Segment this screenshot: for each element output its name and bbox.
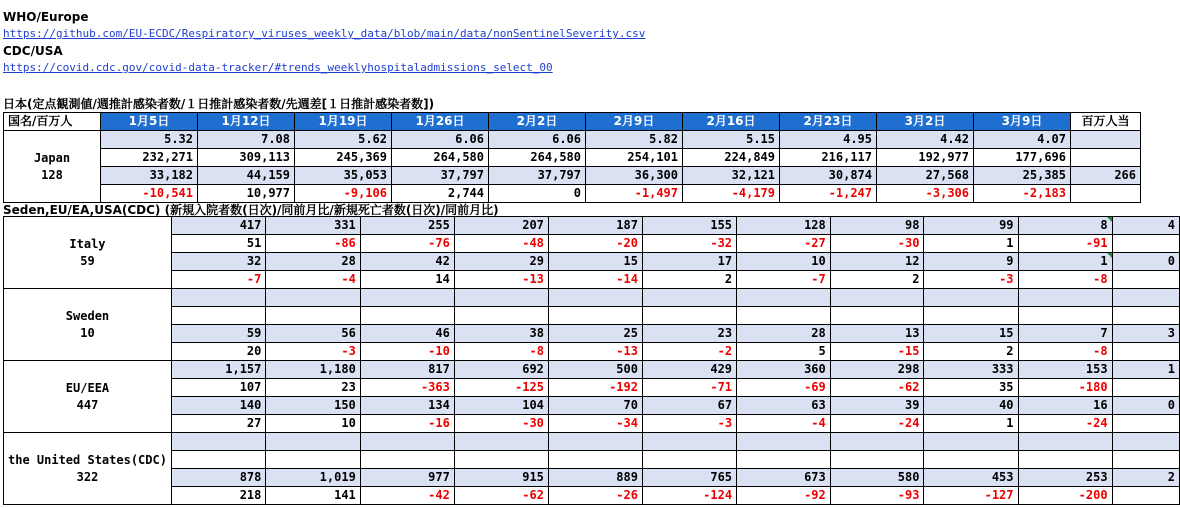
column-header-date: 2月2日 (489, 113, 586, 131)
table-cell: 187 (548, 217, 642, 235)
europe-usa-section-title: Seden,EU/EA,USA(CDC) (新規入院者数(日次)/同前月比/新規死亡者数(日次)/同前月比) (3, 203, 499, 217)
country-cell (4, 217, 172, 289)
country-cell (4, 131, 101, 203)
table-cell: -24 (830, 415, 924, 433)
table-cell: -30 (830, 235, 924, 253)
table-cell: 0 (1112, 397, 1179, 415)
table-row (4, 361, 1180, 379)
table-cell (830, 433, 924, 451)
table-cell: 264,580 (392, 149, 489, 167)
table-cell: 33,182 (101, 167, 198, 185)
table-row (4, 217, 1180, 235)
table-cell: -92 (737, 487, 831, 505)
table-cell: 1 (1112, 361, 1179, 379)
table-cell (548, 451, 642, 469)
table-cell (266, 289, 360, 307)
table-cell: 8 (1018, 217, 1112, 235)
table-row (4, 149, 1141, 167)
table-cell: -14 (548, 271, 642, 289)
table-cell: 5.62 (295, 131, 392, 149)
table-cell: 56 (266, 325, 360, 343)
table-cell (360, 433, 454, 451)
table-cell: 7 (1018, 325, 1112, 343)
table-cell (266, 433, 360, 451)
table-cell: 5.82 (586, 131, 683, 149)
table-cell: 37,797 (392, 167, 489, 185)
table-row (4, 433, 1180, 451)
column-header-date: 2月9日 (586, 113, 683, 131)
table-cell (1071, 149, 1141, 167)
table-cell: 5 (737, 343, 831, 361)
table-cell: 232,271 (101, 149, 198, 167)
table-cell: 35,053 (295, 167, 392, 185)
table-cell: -13 (548, 343, 642, 361)
table-cell: 15 (548, 253, 642, 271)
country-name: Italy (69, 236, 106, 251)
table-cell: 0 (489, 185, 586, 203)
table-cell (830, 289, 924, 307)
table-cell: 224,849 (683, 149, 780, 167)
table-cell: -8 (454, 343, 548, 361)
table-cell: 245,369 (295, 149, 392, 167)
table-cell: 331 (266, 217, 360, 235)
table-cell: 27,568 (877, 167, 974, 185)
table-cell: 4 (1112, 217, 1179, 235)
table-cell: -2 (642, 343, 736, 361)
table-cell (454, 451, 548, 469)
table-cell (454, 307, 548, 325)
table-cell: 35 (924, 379, 1018, 397)
table-cell: 977 (360, 469, 454, 487)
table-row (4, 487, 1180, 505)
table-cell: 23 (642, 325, 736, 343)
table-cell (1018, 433, 1112, 451)
table-cell: 266 (1071, 167, 1141, 185)
table-cell: 298 (830, 361, 924, 379)
table-cell: 128 (737, 217, 831, 235)
table-cell: 14 (360, 271, 454, 289)
table-row (4, 451, 1180, 469)
table-cell: 360 (737, 361, 831, 379)
table-cell: 140 (171, 397, 265, 415)
table-cell: 207 (454, 217, 548, 235)
table-cell: -1,497 (586, 185, 683, 203)
table-cell (1112, 271, 1179, 289)
table-cell: -48 (454, 235, 548, 253)
country-name: Sweden (65, 308, 110, 323)
table-cell: 255 (360, 217, 454, 235)
table-row (4, 271, 1180, 289)
table-cell: 10 (737, 253, 831, 271)
table-cell: -93 (830, 487, 924, 505)
table-row (4, 289, 1180, 307)
table-cell: 25 (548, 325, 642, 343)
table-cell (1112, 415, 1179, 433)
table-cell: 192,977 (877, 149, 974, 167)
table-cell: 254,101 (586, 149, 683, 167)
table-cell: 2,744 (392, 185, 489, 203)
table-cell: 1 (924, 415, 1018, 433)
table-cell (171, 451, 265, 469)
japan-section-title: 日本(定点観測値/週推計感染者数/１日推計感染者数/先週差[１日推計感染者数]) (3, 97, 435, 111)
table-cell: 580 (830, 469, 924, 487)
table-cell: -86 (266, 235, 360, 253)
table-cell: 30,874 (780, 167, 877, 185)
country-population: 59 (80, 253, 95, 268)
table-cell: 63 (737, 397, 831, 415)
table-cell (737, 289, 831, 307)
table-cell: -34 (548, 415, 642, 433)
table-cell: -30 (454, 415, 548, 433)
table-cell (548, 433, 642, 451)
table-cell: 59 (171, 325, 265, 343)
table-cell: -10 (360, 343, 454, 361)
table-cell (171, 307, 265, 325)
table-cell: 40 (924, 397, 1018, 415)
header-row (4, 113, 1141, 131)
table-row (4, 185, 1141, 203)
table-cell: -200 (1018, 487, 1112, 505)
table-cell (360, 307, 454, 325)
japan-table (3, 112, 1141, 203)
table-cell: -4 (737, 415, 831, 433)
table-cell: 28 (737, 325, 831, 343)
table-cell: 141 (266, 487, 360, 505)
table-cell: 0 (1112, 253, 1179, 271)
country-cell (4, 289, 172, 361)
table-cell (266, 307, 360, 325)
country-cell (4, 361, 172, 433)
table-cell: 1 (924, 235, 1018, 253)
table-cell: 218 (171, 487, 265, 505)
table-cell: 889 (548, 469, 642, 487)
table-cell: 2 (830, 271, 924, 289)
table-cell: 6.06 (489, 131, 586, 149)
europe-usa-table (3, 216, 1180, 505)
source-link-cdc[interactable]: https://covid.cdc.gov/covid-data-tracker/#trends_weeklyhospitaladmissions_select_00 (3, 61, 553, 74)
table-cell: -20 (548, 235, 642, 253)
table-cell: -3,306 (877, 185, 974, 203)
table-cell: 264,580 (489, 149, 586, 167)
column-header-date: 1月26日 (392, 113, 489, 131)
country-population: 10 (80, 325, 95, 340)
table-cell (1071, 131, 1141, 149)
table-cell (548, 289, 642, 307)
table-cell (171, 289, 265, 307)
table-cell: -62 (454, 487, 548, 505)
table-cell: 5.15 (683, 131, 780, 149)
table-row (4, 343, 1180, 361)
column-header-per-million: 百万人当 (1071, 113, 1141, 131)
table-cell: 155 (642, 217, 736, 235)
table-cell: 216,117 (780, 149, 877, 167)
country-name: the United States(CDC) (8, 452, 167, 467)
table-cell: 32 (171, 253, 265, 271)
table-cell: 70 (548, 397, 642, 415)
table-cell (924, 433, 1018, 451)
table-cell (830, 307, 924, 325)
table-cell: 673 (737, 469, 831, 487)
table-cell (1112, 433, 1179, 451)
table-cell: -8 (1018, 271, 1112, 289)
table-cell (1112, 379, 1179, 397)
table-cell (454, 433, 548, 451)
table-cell: 27 (171, 415, 265, 433)
table-cell: 42 (360, 253, 454, 271)
table-cell (360, 451, 454, 469)
table-cell: 17 (642, 253, 736, 271)
table-cell: 4.07 (974, 131, 1071, 149)
table-cell (1112, 307, 1179, 325)
table-cell: 67 (642, 397, 736, 415)
table-cell: -2,183 (974, 185, 1071, 203)
table-cell: -3 (924, 271, 1018, 289)
table-cell: 32,121 (683, 167, 780, 185)
table-cell (1112, 289, 1179, 307)
table-cell: 99 (924, 217, 1018, 235)
table-cell: -76 (360, 235, 454, 253)
table-cell: 177,696 (974, 149, 1071, 167)
table-cell (1071, 185, 1141, 203)
table-cell: 765 (642, 469, 736, 487)
table-cell: 16 (1018, 397, 1112, 415)
table-cell: 4.42 (877, 131, 974, 149)
table-cell: 107 (171, 379, 265, 397)
table-cell: -7 (171, 271, 265, 289)
table-cell (1018, 307, 1112, 325)
table-cell: 36,300 (586, 167, 683, 185)
table-row (4, 131, 1141, 149)
table-cell: 15 (924, 325, 1018, 343)
table-cell: 134 (360, 397, 454, 415)
table-cell: 1,157 (171, 361, 265, 379)
table-row (4, 307, 1180, 325)
table-cell: 37,797 (489, 167, 586, 185)
table-cell: -125 (454, 379, 548, 397)
table-cell (1018, 289, 1112, 307)
table-row (4, 253, 1180, 271)
column-header-date: 2月16日 (683, 113, 780, 131)
table-cell (642, 307, 736, 325)
table-cell (924, 307, 1018, 325)
table-cell: -127 (924, 487, 1018, 505)
table-row (4, 325, 1180, 343)
table-cell (642, 433, 736, 451)
table-cell: 44,159 (198, 167, 295, 185)
country-name: EU/EEA (65, 380, 110, 395)
table-cell: -3 (642, 415, 736, 433)
table-cell: 25,385 (974, 167, 1071, 185)
column-header-date: 2月23日 (780, 113, 877, 131)
table-row (4, 397, 1180, 415)
table-cell: 29 (454, 253, 548, 271)
table-cell (1112, 451, 1179, 469)
table-cell: -42 (360, 487, 454, 505)
table-cell: -180 (1018, 379, 1112, 397)
table-cell: 817 (360, 361, 454, 379)
table-cell: 692 (454, 361, 548, 379)
table-cell (642, 289, 736, 307)
table-cell: 2 (642, 271, 736, 289)
table-cell (924, 289, 1018, 307)
table-row (4, 469, 1180, 487)
table-cell: 13 (830, 325, 924, 343)
table-cell: -9,106 (295, 185, 392, 203)
table-cell: -363 (360, 379, 454, 397)
table-cell: -32 (642, 235, 736, 253)
table-cell (548, 307, 642, 325)
table-cell: -10,541 (101, 185, 198, 203)
table-cell: 10,977 (198, 185, 295, 203)
table-cell: 4.95 (780, 131, 877, 149)
table-cell: 153 (1018, 361, 1112, 379)
source-title-cdc: CDC/USA (3, 44, 63, 58)
table-cell (1112, 235, 1179, 253)
table-cell: -4 (266, 271, 360, 289)
source-title-who: WHO/Europe (3, 10, 89, 24)
table-cell: 98 (830, 217, 924, 235)
table-cell: 333 (924, 361, 1018, 379)
table-cell: 28 (266, 253, 360, 271)
table-cell: -8 (1018, 343, 1112, 361)
table-row (4, 167, 1141, 185)
table-cell (171, 433, 265, 451)
table-cell (1112, 343, 1179, 361)
table-cell: 309,113 (198, 149, 295, 167)
country-population: 447 (76, 397, 99, 412)
table-cell (737, 451, 831, 469)
table-row (4, 415, 1180, 433)
table-cell: 46 (360, 325, 454, 343)
column-header-date: 3月9日 (974, 113, 1071, 131)
table-cell: 915 (454, 469, 548, 487)
table-cell: -71 (642, 379, 736, 397)
table-cell (924, 451, 1018, 469)
table-cell: 453 (924, 469, 1018, 487)
table-cell: 6.06 (392, 131, 489, 149)
table-cell: 12 (830, 253, 924, 271)
column-header-date: 1月12日 (198, 113, 295, 131)
country-population: 322 (76, 469, 99, 484)
table-cell: 1 (1018, 253, 1112, 271)
table-cell (830, 451, 924, 469)
table-cell: 2 (924, 343, 1018, 361)
table-cell: 20 (171, 343, 265, 361)
table-cell: 39 (830, 397, 924, 415)
table-cell: 429 (642, 361, 736, 379)
table-cell: -15 (830, 343, 924, 361)
table-cell: -27 (737, 235, 831, 253)
country-population: 128 (41, 167, 63, 182)
table-cell: -192 (548, 379, 642, 397)
table-cell: -124 (642, 487, 736, 505)
table-cell: 253 (1018, 469, 1112, 487)
table-cell: 1,180 (266, 361, 360, 379)
table-cell: -4,179 (683, 185, 780, 203)
table-cell: 38 (454, 325, 548, 343)
table-cell: 9 (924, 253, 1018, 271)
table-cell: 23 (266, 379, 360, 397)
table-cell (360, 289, 454, 307)
table-cell: 878 (171, 469, 265, 487)
table-cell: -69 (737, 379, 831, 397)
table-cell: -1,247 (780, 185, 877, 203)
table-cell (642, 451, 736, 469)
table-cell: 104 (454, 397, 548, 415)
table-cell (737, 307, 831, 325)
country-cell (4, 433, 172, 505)
table-cell: 417 (171, 217, 265, 235)
table-cell: -91 (1018, 235, 1112, 253)
table-cell: 2 (1112, 469, 1179, 487)
table-cell: -13 (454, 271, 548, 289)
table-cell: -7 (737, 271, 831, 289)
table-cell (1018, 451, 1112, 469)
table-cell: -24 (1018, 415, 1112, 433)
column-header-date: 3月2日 (877, 113, 974, 131)
column-header-country: 国名/百万人 (4, 113, 101, 131)
table-cell: -3 (266, 343, 360, 361)
table-cell: 1,019 (266, 469, 360, 487)
table-cell (737, 433, 831, 451)
table-cell: 51 (171, 235, 265, 253)
column-header-date: 1月5日 (101, 113, 198, 131)
table-cell: 3 (1112, 325, 1179, 343)
table-cell (266, 451, 360, 469)
table-cell: -62 (830, 379, 924, 397)
table-cell: 7.08 (198, 131, 295, 149)
table-row (4, 379, 1180, 397)
table-cell: 500 (548, 361, 642, 379)
table-row (4, 235, 1180, 253)
table-cell: -26 (548, 487, 642, 505)
table-cell (1112, 487, 1179, 505)
table-cell: -16 (360, 415, 454, 433)
table-cell: 10 (266, 415, 360, 433)
table-cell: 5.32 (101, 131, 198, 149)
country-name: Japan (33, 150, 71, 165)
column-header-date: 1月19日 (295, 113, 392, 131)
table-cell: 150 (266, 397, 360, 415)
source-link-who[interactable]: https://github.com/EU-ECDC/Respiratory_viruses_weekly_data/blob/main/data/nonSentinelSeverity.csv (3, 27, 646, 40)
table-cell (454, 289, 548, 307)
